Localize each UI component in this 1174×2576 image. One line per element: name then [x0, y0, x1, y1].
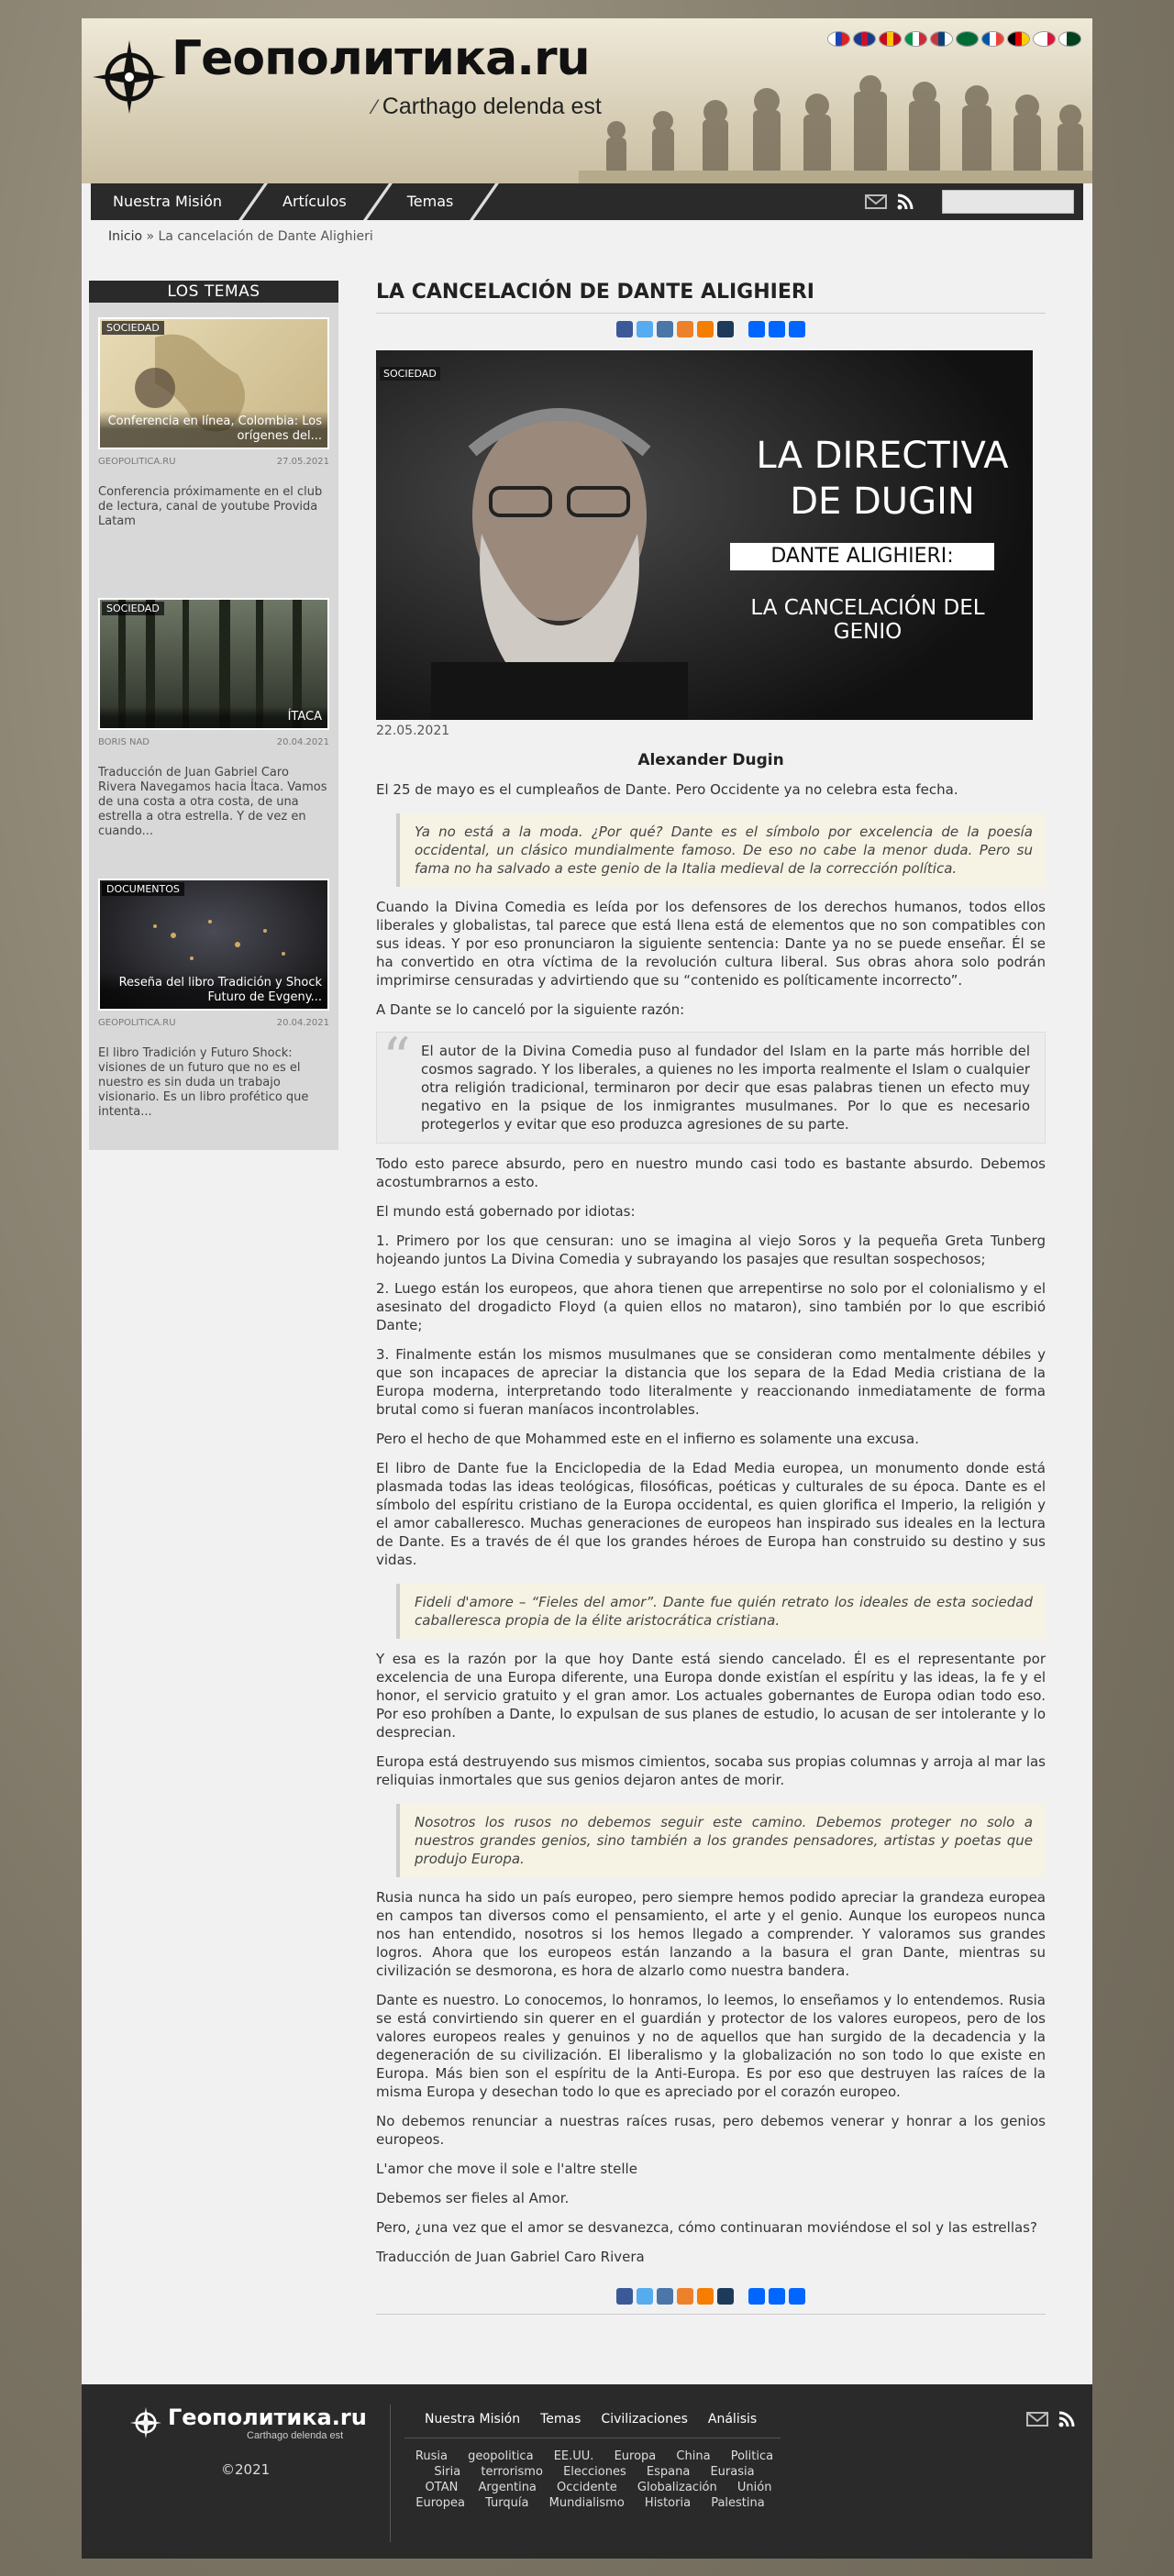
sidebar-card-excerpt: Traducción de Juan Gabriel Caro Rivera Navegamos hacia Ítaca. Vamos de una costa a otra costa, de una estrella a otra estrella. Y de vez en cuando... — [98, 766, 327, 838]
site-footer — [82, 2384, 1092, 2559]
nav-item-temas[interactable]: Temas — [385, 183, 493, 220]
nav-item-mision[interactable]: Nuestra Misión — [91, 183, 260, 220]
sidebar-card[interactable] — [98, 879, 329, 1132]
blockquote — [376, 1026, 1046, 1144]
sidebar-card-excerpt: El libro Tradición y Futuro Shock: visiones de un futuro que no es el nuestro es sin duda un trabajo visionario. Es un libro profético que intenta... — [98, 1046, 309, 1119]
paragraph: Cuando la Divina Comedia es leída por los defensores de los derechos humanos, todos ellos liberales y globalistas, tal parece que está llena está de elementos que no son compatibles con sus ideas. Y por eso pronunciaron la siguiente sentencia: Dante ya no se puede enseñar. Él se ha convertido en otra víctima de la revolución cultura liberal. Sus obras ahora solo podrán imprimirse censuradas y advirtiendo que su “contenido es políticamente incorrecto”. — [376, 899, 1046, 989]
odnoklassniki-icon[interactable] — [677, 321, 693, 337]
fr-flag[interactable] — [981, 31, 1004, 47]
facebook-icon[interactable] — [616, 321, 633, 337]
it-flag[interactable] — [904, 31, 927, 47]
footer-tag-link[interactable]: terrorismo — [481, 2465, 543, 2479]
paragraph: A Dante se lo canceló por la siguiente razón: — [376, 1001, 685, 1018]
paragraph: L'amor che move il sole e l'altre stelle — [376, 2161, 637, 2177]
sidebar-card-image[interactable] — [98, 879, 329, 1011]
hero-tag: SOCIEDAD — [380, 367, 440, 381]
site-logo-text[interactable]: Геополитика.ru — [172, 31, 590, 86]
paragraph: Rusia nunca ha sido un país europeo, pero siempre hemos podido apreciar la grandeza europea en campos tan diversos como el pensamiento, el arte y el genio. Aunque los europeos nunca nos han entendido, nosotros si los hemos llegado a comprender. Y valoramos sus grandes logros. Ahora que los europeos están lanzando a la basura el gran Dante, mientras su civilización se desmorona, es hora de alzarlo como nuestra bandera. — [376, 1889, 1046, 1979]
sidebar-card-tag: SOCIEDAD — [102, 321, 164, 335]
sidebar-card-image[interactable] — [98, 317, 329, 449]
paragraph: Dante es nuestro. Lo conocemos, lo honramos, lo leemos, lo enseñamos y lo entendemos. Rusia se está convirtiendo sin querer en el guardián y protector de los valores europeos, pero de los valores europeos reales y genuinos y no de aquellos que han surgido de la decadencia y la degeneración de su civilización. El liberalismo y la globalización no son todo lo que existe en Europa. Más bien son el espíritu de la Anti-Europa. Es por eso que destruyen las raíces de la misma Europa y desechan todo lo que es apreciado por el corazón europeo. — [376, 1992, 1046, 2100]
sidebar-title: LOS TEMAS — [89, 281, 338, 303]
email-icon[interactable] — [748, 321, 765, 337]
footer-tags — [406, 2449, 782, 2511]
pk-flag[interactable] — [1058, 31, 1081, 47]
paragraph: El 25 de mayo es el cumpleaños de Dante. Pero Occidente ya no celebra esta fecha. — [376, 781, 958, 798]
sidebar-card-caption[interactable]: Conferencia en línea, Colombia: Los orígenes del... — [100, 411, 327, 448]
blogger-icon[interactable] — [697, 2288, 714, 2305]
compass-logo-icon[interactable] — [91, 39, 168, 116]
sidebar-card-date: 20.04.2021 — [276, 1018, 329, 1028]
footer-tag-link[interactable]: Eurasia — [710, 2465, 755, 2479]
sidebar-card-excerpt: Conferencia próximamente en el club de lectura, canal de youtube Provida Latam — [98, 485, 323, 528]
footer-menu-item[interactable]: Análisis — [707, 2412, 758, 2427]
highlight-quote: Ya no está a la moda. ¿Por qué? Dante es el símbolo por excelencia de la poesía occidental, un clásico mundialmente famoso. De eso no cabe la menor duda. Pero su fama no ha salvado a este genio de la Italia medieval de la corrección política. — [396, 813, 1046, 887]
nav-item-articulos[interactable]: Artículos — [260, 183, 385, 220]
print-icon[interactable] — [769, 2288, 785, 2305]
footer-tag-link[interactable]: Europa — [614, 2449, 657, 2463]
sidebar — [89, 281, 338, 1150]
twitter-icon[interactable] — [637, 321, 653, 337]
email-icon[interactable] — [748, 2288, 765, 2305]
hero-subheadline: LA CANCELACIÓN DEL GENIO — [750, 596, 985, 644]
sidebar-card-tag: SOCIEDAD — [102, 602, 164, 615]
paragraph: 1. Primero por los que censuran: uno se imagina al viejo Soros y la pequeña Greta Tunberg hojeando juntos La Divina Comedia y subrayando los pasajes que resultan sospechosos; — [376, 1233, 1046, 1267]
article-title: LA CANCELACIÓN DE DANTE ALIGHIERI — [376, 281, 1046, 314]
sidebar-card-author[interactable]: GEOPOLITICA.RU — [98, 457, 176, 467]
paragraph: Todo esto parece absurdo, pero en nuestro mundo casi todo es bastante absurdo. Debemos acostumbrarnos a esto. — [376, 1155, 1046, 1190]
uk-flag[interactable] — [853, 31, 876, 47]
facebook-icon[interactable] — [616, 2288, 633, 2305]
paragraph: Debemos ser fieles al Amor. — [376, 2190, 570, 2206]
site-slogan: ⁄ Carthago delenda est — [373, 94, 602, 119]
paragraph: 2. Luego están los europeos, que ahora tienen que arrepentirse no solo por el colonialismo y el asesinato del drogadicto Floyd (a quien ellos no mataron), sino también por lo que escribió Dante; — [376, 1280, 1046, 1333]
sa-flag[interactable] — [956, 31, 979, 47]
footer-tag-link[interactable]: Mundialismo — [548, 2496, 625, 2510]
footer-tag-link[interactable]: China — [676, 2449, 711, 2463]
sidebar-card-date: 27.05.2021 — [276, 457, 329, 467]
sidebar-card-meta — [98, 737, 329, 747]
breadcrumb-current: La cancelación de Dante Alighieri — [158, 229, 373, 244]
footer-menu-item[interactable]: Nuestra Misión — [425, 2412, 521, 2427]
article — [376, 281, 1046, 2315]
sidebar-card-author[interactable]: GEOPOLITICA.RU — [98, 1018, 176, 1028]
footer-tag-link[interactable]: Globalización — [637, 2481, 717, 2494]
paragraph: Pero el hecho de que Mohammed este en el infierno es solamente una excusa. — [376, 1431, 919, 1447]
share-plus-icon[interactable] — [789, 321, 805, 337]
footer-tag-link[interactable]: Occidente — [557, 2481, 617, 2494]
livejournal-icon[interactable] — [717, 2288, 734, 2305]
print-icon[interactable] — [769, 321, 785, 337]
sidebar-card-caption[interactable]: Reseña del libro Tradición y Shock Futuro de Evgeny... — [100, 972, 327, 1009]
share-bar-bottom — [376, 2288, 1046, 2315]
search-input[interactable] — [942, 190, 1074, 214]
share-bar-top — [376, 321, 1046, 337]
sidebar-card-image[interactable] — [98, 598, 329, 730]
rss-icon[interactable] — [1058, 2410, 1076, 2428]
paragraph: Europa está destruyendo sus mismos cimientos, socaba sus propias columnas y arroja al mar las reliquias inmortales que sus genios dejaron antes de morir. — [376, 1753, 1046, 1788]
footer-icons — [1026, 2410, 1076, 2428]
footer-tag-link[interactable]: Espana — [646, 2465, 691, 2479]
breadcrumb-home-link[interactable]: Inicio — [108, 229, 143, 244]
blogger-icon[interactable] — [697, 321, 714, 337]
site-slogan-text: Carthago delenda est — [382, 94, 602, 119]
author-portrait — [376, 350, 1033, 720]
rss-icon[interactable] — [896, 193, 914, 211]
footer-tag-link[interactable]: Rusia — [415, 2449, 448, 2463]
odnoklassniki-icon[interactable] — [677, 2288, 693, 2305]
footer-tag-link[interactable]: Elecciones — [563, 2465, 626, 2479]
share-plus-icon[interactable] — [789, 2288, 805, 2305]
paragraph: Traducción de Juan Gabriel Caro Rivera — [376, 2249, 645, 2265]
footer-tag-link[interactable]: OTAN — [425, 2481, 459, 2494]
site-header — [82, 18, 1092, 183]
sidebar-card-caption[interactable]: ÍTACA — [100, 706, 327, 728]
highlight-quote: Nosotros los rusos no debemos seguir este camino. Debemos proteger no solo a nuestros grandes genios, sino también a los grandes pensadores, artistas y poetas que produjo Europa. — [396, 1804, 1046, 1877]
paragraph: Pero, ¿una vez que el amor se desvanezca, cómo continuaran moviéndose el sol y las estrellas? — [376, 2219, 1037, 2236]
language-flags — [827, 31, 1081, 47]
chess-pieces-banner — [579, 73, 1092, 183]
paragraph: No debemos renunciar a nuestras raíces rusas, pero debemos venerar y honrar a los genios europeos. — [376, 2113, 1046, 2148]
article-date: 22.05.2021 — [376, 724, 450, 738]
breadcrumb-separator: » — [142, 229, 159, 244]
pl-flag[interactable] — [1033, 31, 1056, 47]
paragraph: El mundo está gobernado por idiotas: — [376, 1203, 636, 1220]
compass-logo-icon — [129, 2406, 162, 2439]
footer-copyright: ©2021 — [221, 2461, 271, 2478]
twitter-icon[interactable] — [637, 2288, 653, 2305]
article-author[interactable]: Alexander Dugin — [637, 751, 784, 769]
hero-headline: LA DIRECTIVA DE DUGIN — [756, 435, 1009, 523]
footer-menu-item[interactable]: Temas — [540, 2412, 581, 2427]
highlight-quote: Fideli d'amore – “Fieles del amor”. Dante fue quién retrato los ideales de esta sociedad caballeresca propia de la élite aristocrática cristiana. — [396, 1584, 1046, 1639]
nav-icons — [865, 193, 914, 211]
footer-tag-link[interactable]: EE.UU. — [553, 2449, 594, 2463]
ru-flag[interactable] — [827, 31, 850, 47]
sidebar-card-meta — [98, 457, 329, 467]
sidebar-card[interactable] — [98, 598, 329, 864]
rs-flag[interactable] — [930, 31, 953, 47]
article-hero-image — [376, 350, 1033, 720]
footer-slogan: Carthago delenda est — [247, 2430, 344, 2441]
footer-divider — [390, 2405, 391, 2542]
footer-menu-item[interactable]: Civilizaciones — [601, 2412, 688, 2427]
footer-tag-link[interactable]: Palestina — [711, 2496, 765, 2510]
footer-logo-text: Геополитика.ru — [168, 2405, 367, 2430]
footer-logo[interactable] — [129, 2406, 368, 2443]
paragraph: 3. Finalmente están los mismos musulmanes que se consideran como mentalmente débiles y que son incapaces de apreciar la distancia que los separa de la Edad Media cristiana de la Europa moderna, interpretando todo literalmente y reaccionando inmediatamente de forma brutal como si fueran maníacos incontrolables. — [376, 1346, 1046, 1418]
sidebar-card[interactable] — [98, 317, 329, 583]
main-nav — [91, 183, 1083, 220]
paragraph: El libro de Dante fue la Enciclopedia de la Edad Media europea, un monumento donde está plasmada todas las ideas teológicas, filosóficas, poéticas y culturales de su época. Dante es el símbolo del espíritu cristiano de la Europa occidental, es quien glorifica el Imperio, la religión y el amor caballeresco. Muchas generaciones de europeos han inspirado sus ideales en la lectura de Dante. Es a través de él que los grandes héroes de Europa han construido su destino y sus vidas. — [376, 1460, 1046, 1568]
footer-tag-link[interactable]: Argentina — [478, 2481, 537, 2494]
vk-icon[interactable] — [657, 2288, 673, 2305]
vk-icon[interactable] — [657, 321, 673, 337]
footer-menu — [425, 2412, 757, 2427]
es-flag[interactable] — [879, 31, 902, 47]
de-flag[interactable] — [1007, 31, 1030, 47]
footer-tag-link[interactable]: Siria — [434, 2465, 461, 2479]
hero-subtitle-box: DANTE ALIGHIERI: — [730, 543, 994, 570]
footer-tag-link[interactable]: geopolitica — [468, 2449, 534, 2463]
sidebar-card-date: 20.04.2021 — [276, 737, 329, 747]
paragraph: Y esa es la razón por la que hoy Dante está siendo cancelado. Él es el representante por excelencia de una Europa diferente, una Europa donde existían el espíritu y las ideas, la fe y el honor, el servicio gratuito y el gran amor. Los actuales gobernantes de Europa odian todo eso. Por eso prohíben a Dante, lo expulsan de sus planes de estudio, lo acusan de ser intolerante y lo desprecian. — [376, 1651, 1046, 1741]
sidebar-card-tag: DOCUMENTOS — [102, 882, 184, 896]
footer-tag-link[interactable]: Politica — [730, 2449, 774, 2463]
footer-tag-link[interactable]: Historia — [644, 2496, 692, 2510]
article-body — [376, 780, 1046, 2266]
breadcrumb — [82, 220, 1092, 257]
sidebar-card-meta — [98, 1018, 329, 1028]
sidebar-card-author[interactable]: BORIS NAD — [98, 737, 150, 747]
quote-mark-icon: “ — [382, 1026, 411, 1090]
mail-icon[interactable] — [1026, 2410, 1048, 2428]
footer-tag-link[interactable]: Unión Europea — [415, 2481, 772, 2510]
livejournal-icon[interactable] — [717, 321, 734, 337]
mail-icon[interactable] — [865, 193, 887, 211]
blockquote-text: El autor de la Divina Comedia puso al fundador del Islam en la parte más horrible del cosmos sagrado. Y los liberales, a quienes no les importa realmente el Islam o cualquier otra religión tradicional, terminaron por decir que esas palabras tienen un efecto muy negativo en la psique de los inmigrantes musulmanes. Por lo que es necesario protegerlos y evitar que eso produzca agresiones de su parte. — [421, 1043, 1030, 1133]
footer-tag-link[interactable]: Turquía — [485, 2496, 529, 2510]
page — [82, 18, 1092, 2559]
